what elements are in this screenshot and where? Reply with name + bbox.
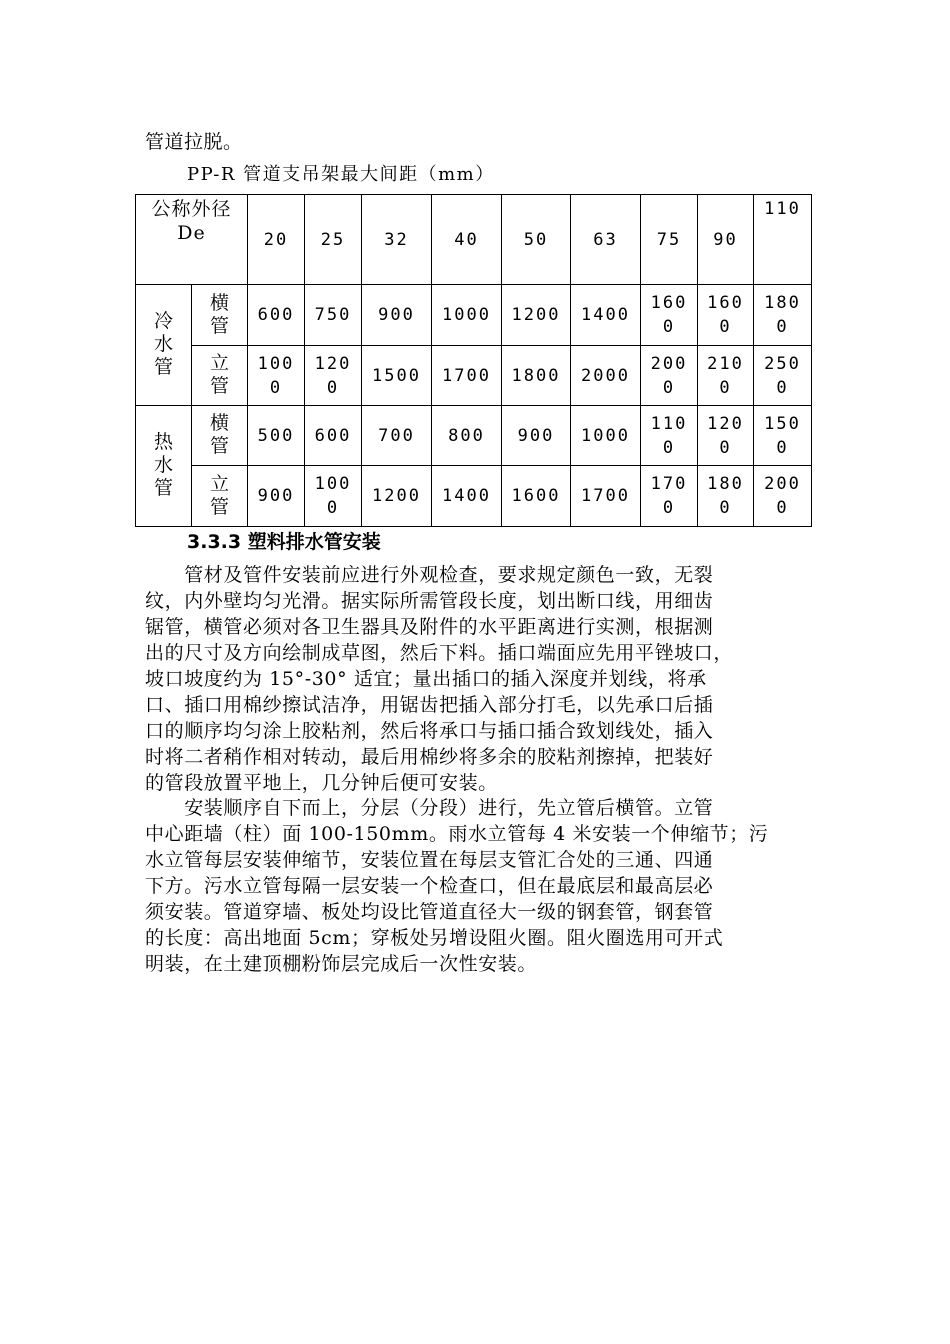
table-cell (641, 466, 698, 527)
table-cell (698, 346, 754, 406)
table-cell (305, 346, 362, 406)
table-cell: 800 (432, 406, 502, 466)
table-cell: 1000 (432, 285, 502, 346)
table-cell: 900 (502, 406, 571, 466)
header-diameter: 40 (432, 195, 502, 285)
pipe-support-spacing-table (135, 194, 812, 527)
table-cell-value: 2000 (764, 474, 801, 518)
row-type-cell (192, 346, 248, 406)
group-name-cell (136, 285, 192, 406)
header-diameter: 75 (641, 195, 698, 285)
table-cell (754, 466, 812, 527)
table-cell: 900 (362, 285, 432, 346)
table-cell: 1700 (432, 346, 502, 406)
paragraph-installation-prep (145, 562, 815, 796)
paragraph-line: 下方。污水立管每隔一层安装一个检查口，但在最底层和最高层必 (145, 875, 714, 897)
table-cell: 500 (248, 406, 305, 466)
table-cell-value: 1500 (764, 413, 801, 458)
table-cell: 1200 (502, 285, 571, 346)
table-cell (305, 466, 362, 527)
row-type: 立管 (209, 472, 229, 518)
table-cell (754, 285, 812, 346)
table-row (136, 406, 812, 466)
table-cell-value: 2500 (764, 353, 801, 398)
paragraph-line: 中心距墙（柱）面 100-150mm。雨水立管每 4 米安装一个伸缩节；污 (145, 823, 769, 845)
table-cell (641, 285, 698, 346)
paragraph-line: 出的尺寸及方向绘制成草图，然后下料。插口端面应先用平锉坡口， (145, 642, 734, 664)
table-cell (754, 346, 812, 406)
paragraph-line: 坡口坡度约为 15°-30° 适宜；量出插口的插入深度并划线，将承 (145, 668, 707, 690)
table-cell-value: 1000 (314, 474, 352, 518)
header-label-cell (136, 195, 248, 285)
paragraph-line: 明装，在土建顶棚粉饰层完成后一次性安装。 (145, 953, 538, 975)
table-cell-value: 1000 (257, 353, 295, 398)
table-cell: 600 (305, 406, 362, 466)
table-cell (641, 346, 698, 406)
table-cell-value: 1200 (314, 353, 352, 398)
row-type-cell (192, 285, 248, 346)
paragraph-line: 纹，内外壁均匀光滑。据实际所需管段长度，划出断口线，用细齿 (145, 590, 714, 612)
header-diameter: 63 (571, 195, 641, 285)
table-cell (698, 285, 754, 346)
row-type-cell (192, 406, 248, 466)
table-cell-value: 1700 (650, 474, 688, 518)
paragraph-line: 水立管每层安装伸缩节，安装位置在每层支管汇合处的三通、四通 (145, 849, 714, 871)
paragraph-line: 安装顺序自下而上，分层（分段）进行，先立管后横管。立管 (145, 797, 714, 819)
row-type: 横管 (209, 291, 229, 337)
table-cell-value: 1800 (764, 293, 801, 337)
header-diameter: 90 (698, 195, 754, 285)
table-cell: 900 (248, 466, 305, 527)
table-cell: 1000 (571, 406, 641, 466)
table-cell: 1400 (571, 285, 641, 346)
table-cell: 1500 (362, 346, 432, 406)
group-name: 冷水管 (153, 310, 173, 378)
header-label: 公称外径 De (151, 198, 232, 244)
table-cell-value: 1600 (650, 293, 688, 337)
paragraph-line: 须安装。管道穿墙、板处均设比管道直径大一级的钢套管，钢套管 (145, 901, 714, 923)
table-cell (754, 406, 812, 466)
paragraph-line: 口、插口用棉纱擦试洁净，用锯齿把插入部分打毛，以先承口后插 (145, 694, 714, 716)
table-cell: 2000 (571, 346, 641, 406)
table-cell-value: 1100 (650, 413, 688, 458)
table-cell: 1200 (362, 466, 432, 527)
paragraph-line: 管材及管件安装前应进行外观检查，要求规定颜色一致，无裂 (145, 564, 714, 586)
header-diameter: 50 (502, 195, 571, 285)
row-type-cell (192, 466, 248, 527)
paragraph-line: 的管段放置平地上，几分钟后便可安装。 (145, 772, 498, 794)
table-cell: 700 (362, 406, 432, 466)
table-cell: 1400 (432, 466, 502, 527)
table-row (136, 346, 812, 406)
table-cell: 600 (248, 285, 305, 346)
paragraph-line: 的长度：高出地面 5cm；穿板处另增设阻火圈。阻火圈选用可开式 (145, 927, 724, 949)
group-name: 热水管 (153, 431, 173, 499)
table-row (136, 285, 812, 346)
table-header-row (136, 195, 812, 285)
table-cell: 750 (305, 285, 362, 346)
table-cell: 1600 (502, 466, 571, 527)
table-cell-value: 2000 (650, 353, 688, 398)
table-cell (641, 406, 698, 466)
table-cell (698, 406, 754, 466)
paragraph-line: 锯管，横管必须对各卫生器具及附件的水平距离进行实测，根据测 (145, 616, 714, 638)
table-cell (248, 346, 305, 406)
table-cell: 1800 (502, 346, 571, 406)
table-caption: PP-R 管道支吊架最大间距（mm） (187, 164, 495, 185)
row-type: 横管 (209, 412, 229, 457)
header-diameter: 32 (362, 195, 432, 285)
group-name-cell (136, 406, 192, 527)
row-type: 立管 (209, 352, 229, 397)
table-row (136, 466, 812, 527)
table-cell-value: 1800 (707, 474, 744, 518)
table-cell (698, 466, 754, 527)
table-cell: 1700 (571, 466, 641, 527)
paragraph-line: 口的顺序均匀涂上胶粘剂，然后将承口与插口插合致划线处，插入 (145, 720, 714, 742)
intro-line: 管道拉脱。 (145, 131, 243, 153)
paragraph-installation-sequence (145, 795, 815, 977)
header-diameter: 110 (754, 195, 812, 285)
table-cell-value: 1600 (707, 293, 744, 337)
table-cell-value: 1200 (707, 413, 744, 458)
table-cell-value: 2100 (707, 353, 744, 398)
paragraph-line: 时将二者稍作相对转动，最后用棉纱将多余的胶粘剂擦掉，把装好 (145, 746, 714, 768)
section-heading: 3.3.3 塑料排水管安装 (187, 531, 381, 553)
header-diameter: 20 (248, 195, 305, 285)
header-diameter: 25 (305, 195, 362, 285)
